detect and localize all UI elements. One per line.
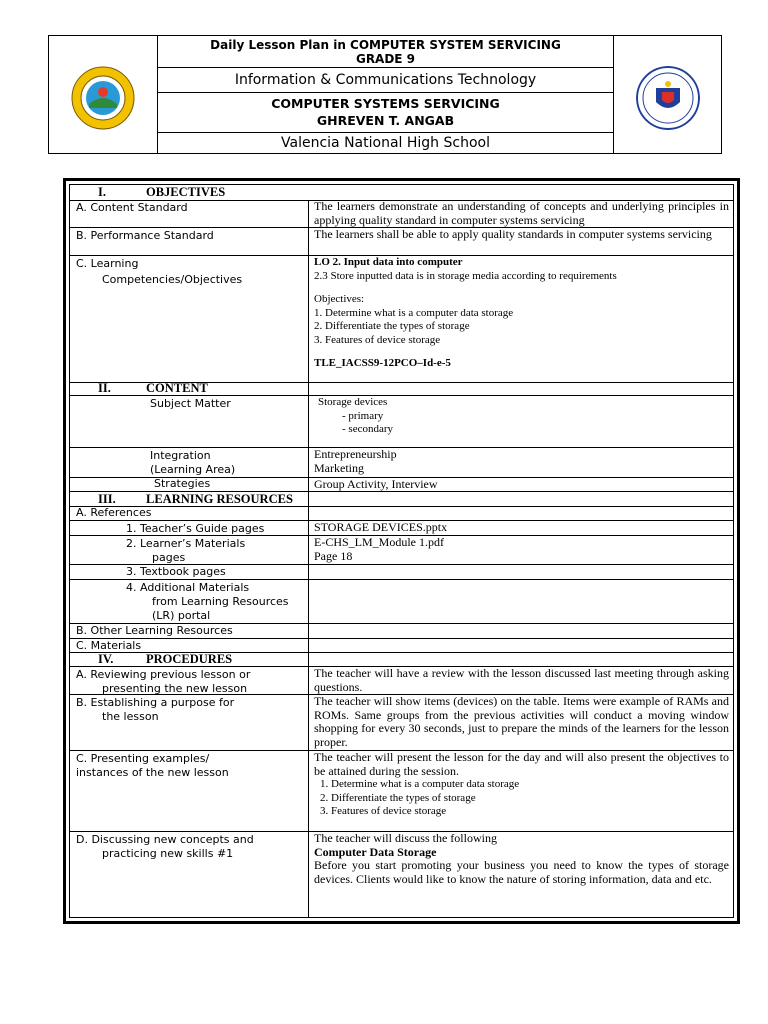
reviewing-label: A. Reviewing previous lesson or: [76, 668, 251, 681]
section-num: I.: [98, 185, 106, 199]
competency-code: TLE_IACSS9-12PCO–Id-e-5: [314, 357, 451, 369]
objective-item: 2. Differentiate the types of storage: [314, 320, 470, 332]
discussing-row: [70, 832, 733, 920]
additional-materials-label-2: from Learning Resources: [152, 595, 289, 608]
teacher-name: GHREVEN T. ANGAB: [316, 113, 455, 128]
presenting-label: C. Presenting examples/: [76, 752, 210, 765]
integration-row: [70, 448, 733, 478]
reviewing-value: The teacher will have a review with the lesson discussed last meeting through asking questions.: [314, 666, 729, 694]
section-heading: PROCEDURES: [146, 652, 233, 666]
additional-materials-label: 4. Additional Materials: [126, 581, 250, 594]
materials-row: [70, 639, 733, 653]
materials-label: C. Materials: [76, 639, 142, 652]
reviewing-row: [70, 667, 733, 695]
objective-item: 3. Features of device storage: [314, 333, 441, 346]
section-num: II.: [98, 381, 111, 395]
procedures-heading-row: [70, 653, 733, 667]
left-logo-cell: [49, 36, 158, 153]
strategies-value: Group Activity, Interview: [314, 477, 438, 491]
plan-title: Daily Lesson Plan in COMPUTER SYSTEM SERVICING: [210, 38, 561, 52]
competencies-row: [70, 256, 733, 383]
integration-value: Entrepreneurship: [314, 447, 397, 461]
discussing-label: D. Discussing new concepts and: [76, 833, 254, 846]
performance-standard-label: B. Performance Standard: [76, 229, 214, 242]
subject-matter-value: Storage devices: [318, 396, 388, 408]
subject-item: - secondary: [342, 423, 394, 435]
purpose-label: B. Establishing a purpose for: [76, 696, 235, 709]
content-standard-value: The learners demonstrate an understanding of concepts and underlying principles in applying quality standard in computer systems servicing: [314, 199, 729, 227]
teachers-guide-label: 1. Teacher’s Guide pages: [126, 522, 265, 535]
deped-division-seal-icon: [71, 66, 135, 130]
subject-area: Information & Communications Technology: [157, 68, 614, 93]
purpose-label-2: the lesson: [102, 710, 159, 723]
content-heading-row: [70, 382, 733, 396]
integration-value: Marketing: [314, 460, 364, 475]
performance-standard-row: [70, 228, 733, 256]
discussing-label-2: practicing new skills #1: [102, 847, 234, 860]
presenting-value: The teacher will present the lesson for the day and will also present the objectives to be attained during the session.: [314, 750, 729, 778]
purpose-row: [70, 695, 733, 751]
teachers-guide-row: [70, 521, 733, 536]
grade-title: GRADE 9: [355, 52, 416, 66]
competencies-label-2: Competencies/Objectives: [102, 273, 243, 286]
teachers-guide-value: STORAGE DEVICES.pptx: [314, 520, 448, 534]
textbook-label: 3. Textbook pages: [126, 565, 226, 578]
title-row: [157, 36, 614, 68]
subject-matter-row: [70, 396, 733, 448]
reviewing-label-2: presenting the new lesson: [102, 682, 248, 695]
additional-materials-label-3: (LR) portal: [152, 609, 211, 622]
learners-materials-row: [70, 536, 733, 565]
strategies-label: Strategies: [154, 477, 211, 490]
deped-seal-icon: [636, 66, 700, 130]
learners-materials-page: Page 18: [314, 548, 353, 563]
competency-sub: 2.3 Store inputted data is in storage media according to requirements: [314, 269, 617, 282]
presenting-item: 2. Differentiate the types of storage: [320, 791, 476, 804]
section-heading: LEARNING RESOURCES: [146, 492, 293, 506]
content-standard-label: A. Content Standard: [76, 201, 188, 214]
presenting-row: [70, 751, 733, 832]
section-heading: OBJECTIVES: [146, 185, 226, 199]
course-name: COMPUTER SYSTEMS SERVICING: [271, 96, 500, 111]
presenting-item: 1. Determine what is a computer data storage: [320, 778, 520, 790]
other-resources-label: B. Other Learning Resources: [76, 624, 233, 637]
header-table: [48, 35, 722, 154]
course-teacher-row: [157, 93, 614, 133]
subject-matter-label: Subject Matter: [150, 397, 231, 410]
learners-materials-label-2: pages: [152, 551, 186, 564]
integration-label-2: (Learning Area): [150, 463, 236, 476]
section-num: III.: [98, 492, 116, 506]
lesson-plan-table: [63, 178, 740, 924]
resources-heading-row: [70, 492, 733, 507]
discussing-heading: Computer Data Storage: [314, 844, 437, 859]
integration-label: Integration: [150, 449, 211, 462]
section-num: IV.: [98, 652, 114, 666]
objectives-label: Objectives:: [314, 293, 365, 305]
learning-outcome: LO 2. Input data into computer: [314, 256, 463, 268]
presenting-item: 3. Features of device storage: [320, 805, 447, 817]
discussing-intro: The teacher will discuss the following: [314, 831, 497, 845]
discussing-value: Before you start promoting your business you need to know the types of storage devices. Clients would like to know the nature of storing information, data and etc.: [314, 858, 729, 886]
objective-item: 1. Determine what is a computer data storage: [314, 306, 514, 319]
learners-materials-label: 2. Learner’s Materials: [126, 537, 246, 550]
other-resources-row: [70, 624, 733, 639]
subject-item: - primary: [342, 409, 384, 422]
school-name: Valencia National High School: [281, 135, 490, 151]
references-label: A. References: [76, 506, 152, 519]
references-row: [70, 507, 733, 521]
purpose-value: The teacher will show items (devices) on the table. Items were example of RAMs and ROMs. Same groups from the previous activities will conduct a moving window shopping for every 30 seconds, just to prepare the minds of the learners for the lesson proper.: [314, 694, 729, 749]
strategies-row: [70, 478, 733, 492]
competencies-label: C. Learning: [76, 257, 139, 270]
learners-materials-value: E-CHS_LM_Module 1.pdf: [314, 535, 444, 549]
content-standard-row: [70, 200, 733, 228]
textbook-row: [70, 565, 733, 580]
performance-standard-value: The learners shall be able to apply quality standards in computer systems servicing: [314, 227, 712, 241]
section-heading: CONTENT: [146, 381, 208, 395]
right-logo-cell: [613, 36, 721, 153]
additional-materials-row: [70, 580, 733, 624]
presenting-label-2: instances of the new lesson: [76, 766, 229, 779]
